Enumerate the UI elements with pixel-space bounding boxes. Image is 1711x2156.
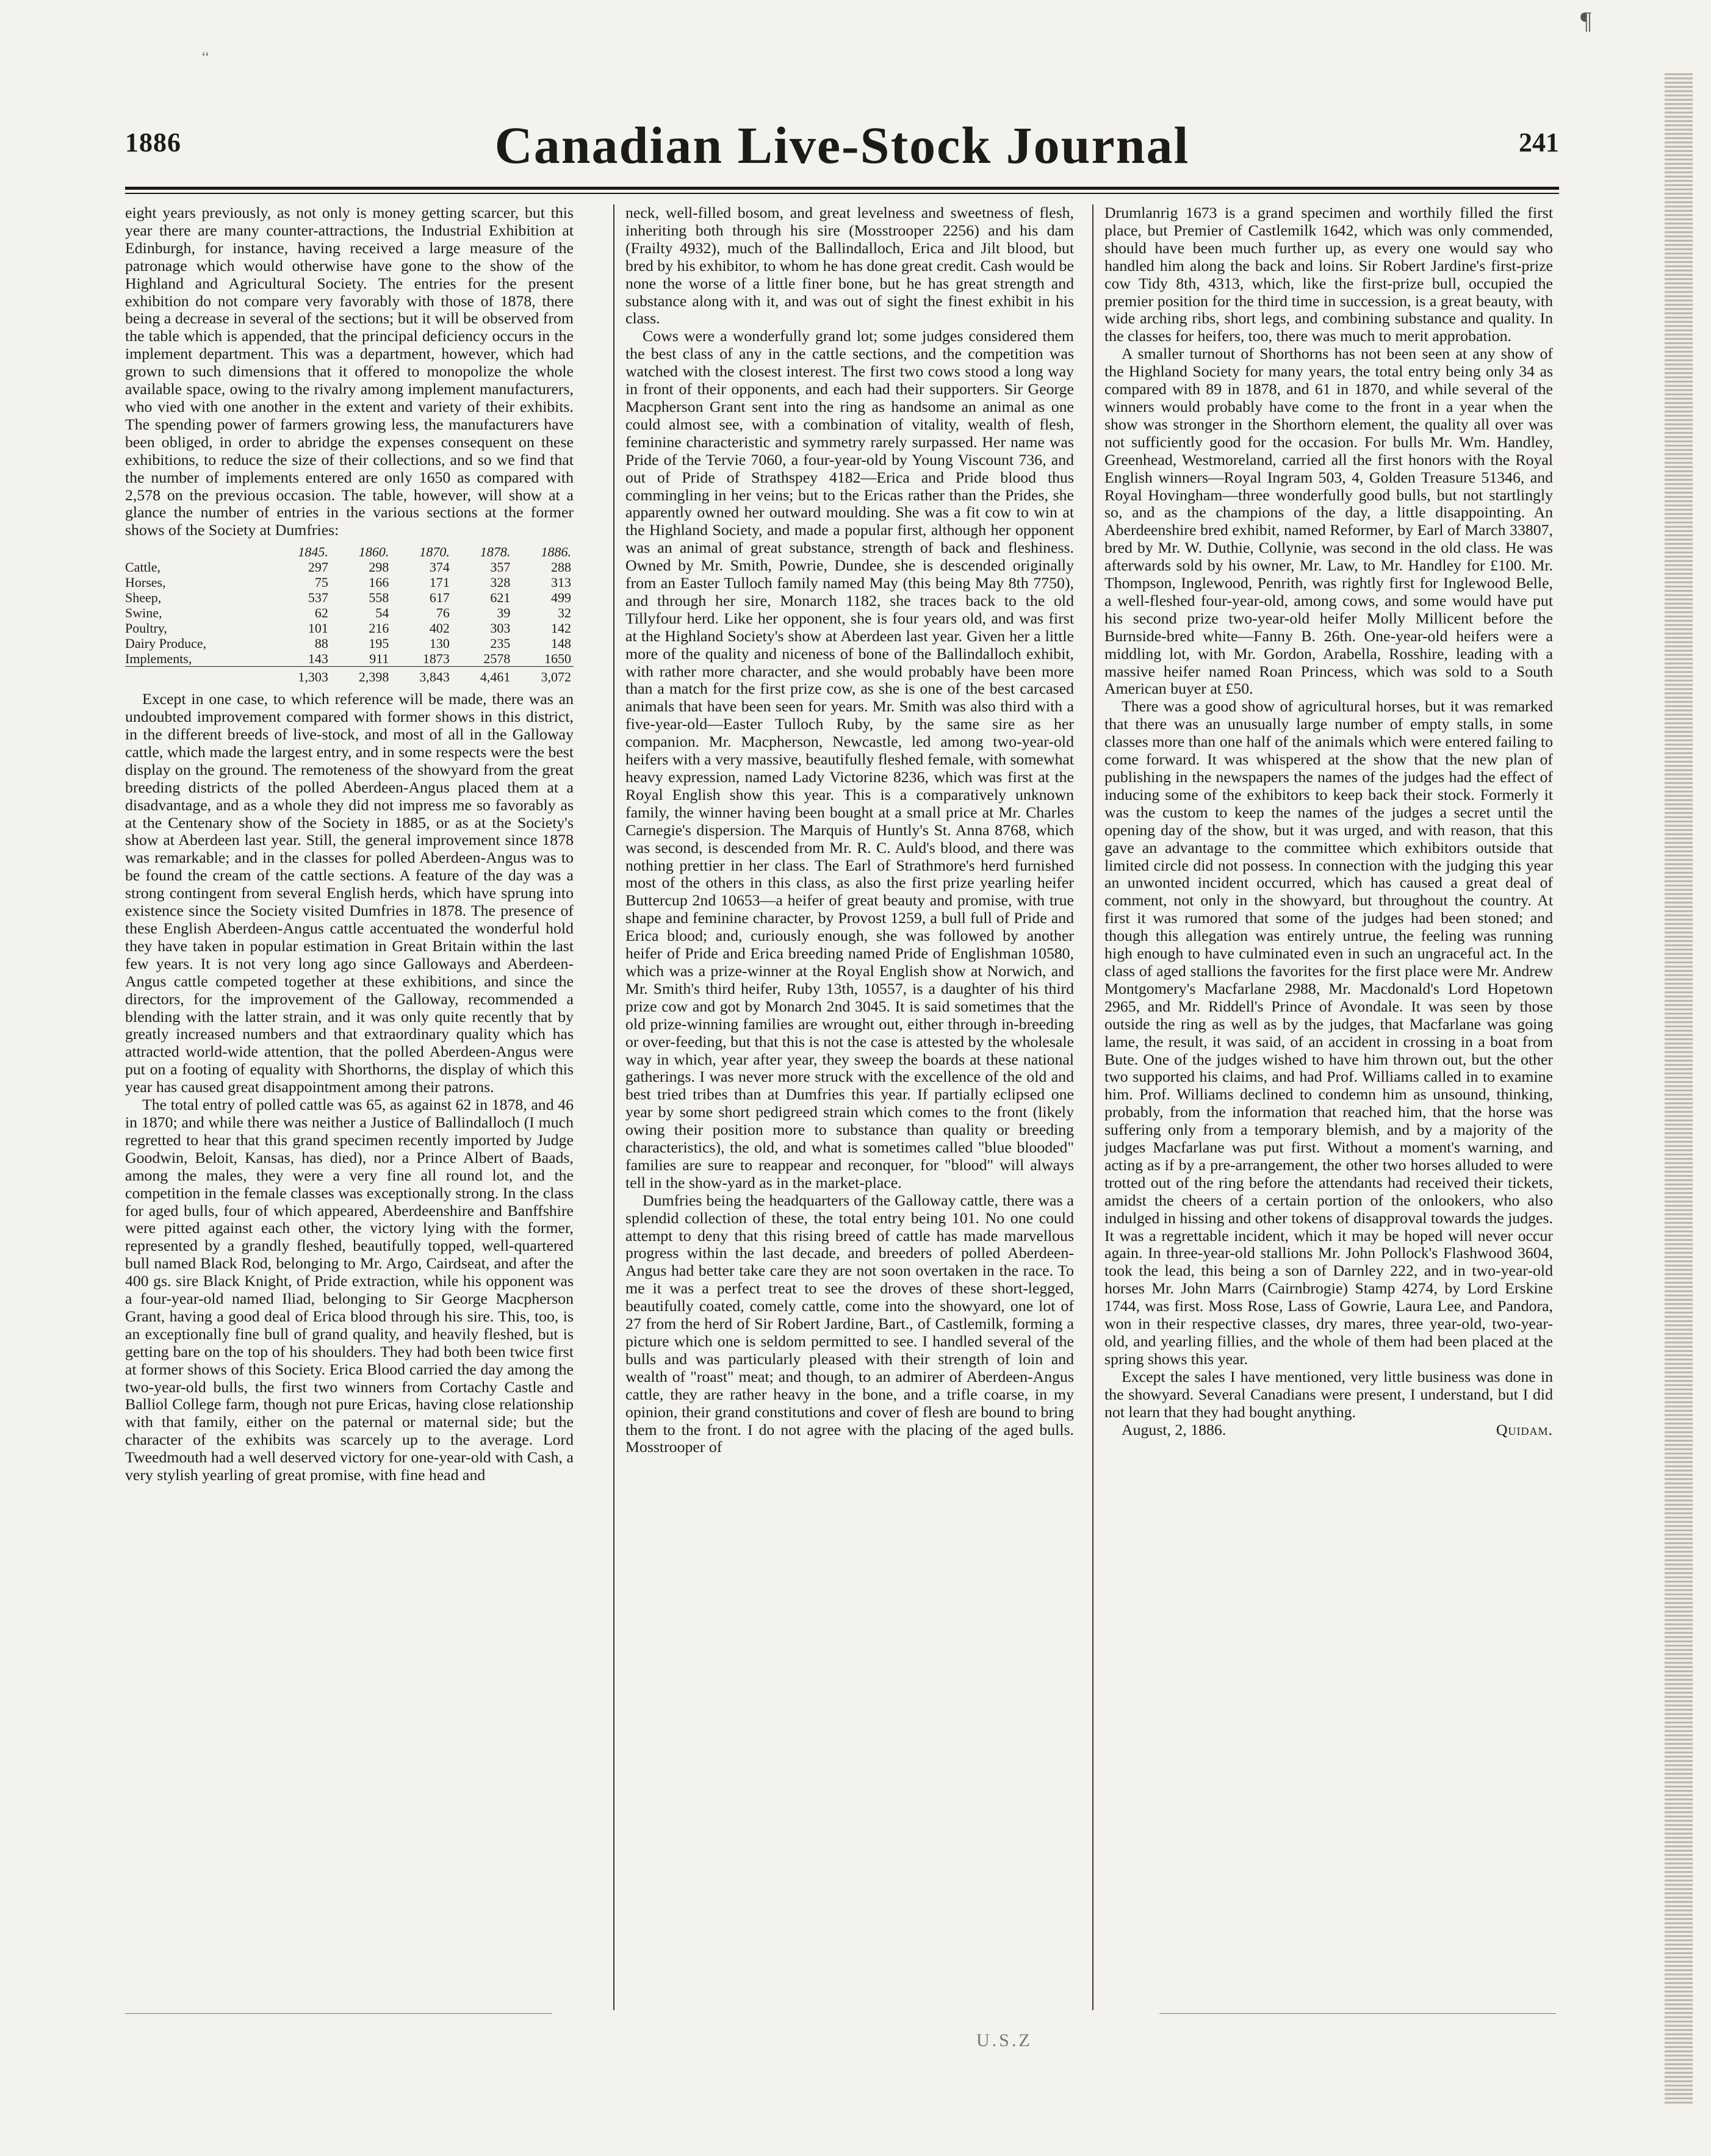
table-cell: 328: [490, 575, 511, 591]
col3-paragraph-2: A smaller turnout of Shorthorns has not been seen at any show of the Highland Society for many years, the total entry being only 34 as compared with 89 in 1878, and 61 in 1870, and while several of the winners would probably have come to the front in a year when the show was stronger in the Shorthorn element, the quality all over was not sufficiently good for the occasion. For bulls Mr. Wm. Handley, Greenhead, Westmoreland, carried all the first honors with the Royal English winners—Royal Ingram 503, 4, Golden Treasure 51346, and Royal Hovingham—three wonderfully good bulls, but not startlingly so, and as the champions of the day, a little disappointing. An Aberdeenshire bred exhibit, named Reformer, by Earl of March 33807, bred by Mr. W. Duthie, Collynie, was second in the old class. He was afterwards sold by his owner, Mr. Law, to Mr. Handley for £100. Mr. Thompson, Inglewood, Penrith, was rightly first for Inglewood Belle, a well-fleshed four-year-old, among cows, and some would have put his second prize two-year-old heifer Molly Millicent before the Burnside-bred white—Fanny B. 26th. One-year-old heifers were a middling lot, with Mr. Gordon, Arabella, Rosshire, leading with a massive heifer named Roan Princess, which was sold to a South American buyer at £50.: [1104, 345, 1553, 698]
table-cell: 298: [369, 559, 389, 575]
table-cell: 1,303: [270, 667, 331, 685]
table-cell: 288: [551, 559, 571, 575]
table-cell: 297: [308, 559, 328, 575]
table-cell: 142: [551, 620, 571, 636]
table-cell: 537: [308, 590, 328, 606]
col2-paragraph-2: Cows were a wonderfully grand lot; some judges considered them the best class of any in the cattle sections, and the competition was watched with the closest interest. The first two cows stood a long way in front of their opponents, and each had their supporters. Sir George Macpherson Grant sent into the ring as handsome an animal as one could almost see, with a combination of vitality, wealth of flesh, feminine characteristic and symmetry rarely surpassed. Her name was Pride of the Tervie 7060, a four-year-old by Young Viscount 736, and out of Pride of Strathspey 4182—Erica and Pride blood thus commingling in her veins; but to the Ericas rather than the Prides, she apparently owned her outward moulding. She was a fit cow to win at the Highland Society, and made a popular first, although her opponent was an animal of great substance, strength of back and fleshiness. Owned by Mr. Smith, Powrie, Dundee, she is descended originally from an Easter Tulloch family named May (this being May 8th 7750), and through her sire, Monarch 1182, she traces back to the old Tillyfour herd. Like her opponent, she is four years old, and was first at the Highland Society's show at Aberdeen last year. Given her a little more of the quality and niceness of bone of the Ballindalloch exhibit, with rather more character, and she would probably have been more than a match for the first prize cow, as she is one of the best carcased animals that have been seen for years. Mr. Smith was also third with a five-year-old—Easter Tulloch Ruby, by the same sire as her companion. Mr. Macpherson, Newcastle, led among two-year-old heifers with a very massive, beautifully fleshed female, with somewhat heavy expression, named Lady Victorine 8236, which was first at the Royal English show this year. This is a comparatively unknown family, the winner having been bought at a small price at Mr. Charles Carnegie's dispersion. The Marquis of Huntly's St. Anna 8768, which was second, is descended from Mr. R. C. Auld's blood, and there was nothing prettier in her class. The Earl of Strathmore's herd furnished most of the others in this class, as also the first prize yearling heifer Buttercup 2nd 10653—a heifer of great beauty and promise, with true shape and feminine character, by Provost 1259, a bull full of Pride and Erica blood; and, curiously enough, she was followed by another heifer of Pride and Erica breeding named Pride of Englishman 10580, which was a prize-winner at the Royal English show at Norwich, and Mr. Smith's third heifer, Ruby 13th, 10557, is a daughter of his third prize cow and got by Monarch 2nd 3045. It is said sometimes that the old prize-winning families are wrought out, either through in-breeding or over-feeding, but that this is not the case is attested by the wholesale way in which, year after year, they sweep the boards at these national gatherings. I was never more struck with the excellence of the old and best tried tribes than at Dumfries this year. If partially eclipsed one year by some short pedigreed strain which comes to the front (likely owing their position more to substance than quality or breeding characteristics), the old, and what is sometimes called "blue blooded" families are sure to reappear and reconquer, for "blood" will always tell in the show-yard as in the market-place.: [625, 327, 1074, 1191]
table-cell: 499: [551, 590, 571, 606]
page-number: 241: [1519, 128, 1559, 157]
table-cell: 3,843: [391, 667, 452, 685]
table-header-cell: 1878.: [480, 544, 511, 560]
table-header-cell: 1845.: [298, 544, 328, 560]
table-cell: 216: [369, 620, 389, 636]
table-cell: 617: [429, 590, 450, 606]
table-cell: 357: [490, 559, 511, 575]
col2-paragraph-1: neck, well-filled bosom, and great levelness and sweetness of flesh, inheriting both through his sire (Mosstrooper 2256) and his dam (Frailty 4932), much of the Ballindalloch, Erica and Jilt blood, but bred by his exhibitor, to whom he has done great credit. Cash would be none the worse of a little finer bone, but he has great strength and substance along with it, and was out of sight the finest exhibit in his class.: [625, 204, 1074, 328]
col3-paragraph-4: Except the sales I have mentioned, very little business was done in the showyard. Several Canadians were present, I understand, but I did not learn that they had bought anything.: [1104, 1367, 1553, 1421]
table-cell: 130: [429, 636, 450, 652]
table-cell: 1650: [544, 651, 571, 667]
corner-mark-left: ‘‘: [201, 49, 210, 64]
column-3: [1104, 204, 1553, 1439]
table-row: [125, 559, 574, 575]
header-rule-thin: [125, 193, 1559, 194]
table-cell: 148: [551, 636, 571, 652]
table-cell: Poultry,: [125, 620, 167, 636]
table-cell: Implements,: [125, 651, 192, 667]
table-cell: 88: [314, 636, 328, 652]
table-cell: 621: [490, 590, 511, 606]
scan-edge-strip: [1665, 73, 1693, 2105]
table-row: [125, 636, 574, 651]
entries-table-header: [125, 544, 574, 559]
table-cell: 75: [314, 575, 328, 591]
author-signature: Quidam.: [1496, 1420, 1553, 1439]
dateline: August, 2, 1886.: [1122, 1420, 1227, 1439]
table-cell: 402: [429, 620, 450, 636]
table-row: [125, 590, 574, 605]
table-cell: 2578: [483, 651, 511, 667]
issue-year: 1886: [125, 128, 181, 157]
table-cell: 171: [429, 575, 450, 591]
table-cell: Cattle,: [125, 559, 161, 575]
table-cell: 374: [429, 559, 450, 575]
footer-mark: U.S.Z: [976, 2030, 1032, 2050]
table-cell: 32: [558, 605, 571, 621]
table-cell: 166: [369, 575, 389, 591]
col3-paragraph-3: There was a good show of agricultural horses, but it was remarked that there was an unusually large number of empty stalls, in some classes more than one half of the animals which were entered failing to come forward. It was whispered at the show that the new plan of publishing in the newspapers the names of the judges had the effect of inducing some of the exhibitors to keep back their stock. Formerly it was the custom to keep the names of the judges a secret until the opening day of the show, but it was urged, and with reason, that this gave an advantage to the committee which exhibitors outside that limited circle did not possess. In connection with the judging this year an unwonted incident occurred, which has caused a great deal of comment, not only in the showyard, but throughout the country. At first it was rumored that some of the judges had been stoned; and though this allegation was entirely untrue, the feeling was running high enough to have culminated even in such an ungraceful act. In the class of aged stallions the favorites for the first place were Mr. Andrew Montgomery's Macfarlane 2988, Mr. Macdonald's Lord Hopetown 2965, and Mr. Riddell's Prince of Avondale. It was seen by those outside the ring as well as by the judges, that Macfarlane was going lame, the result, it was said, of an accident in crossing in a boat from Bute. One of the judges wished to have him thrown out, but the other two supported his claims, and had Prof. Williams called in to examine him. Prof. Williams declined to condemn him as unsound, thinking, probably, from the information that reached him, that the horse was suffering only from a temporary blemish, and by a majority of the judges Macfarlane was put first. Without a moment's warning, and acting as if by a pre-arrangement, the other two horses alluded to were trotted out of the ring before the attendants had received their tickets, amidst the cheers of a certain portion of the onlookers, who also indulged in hissing and other tokens of disapproval towards the judges. It was a regrettable incident, which it may be hoped will never occur again. In three-year-old stallions Mr. John Pollock's Flashwood 3604, took the lead, this being a son of Darnley 222, and in two-year-old horses Mr. John Marrs (Cairnbrogie) Stamp 4274, by Lord Erskine 1744, was first. Moss Rose, Lass of Gowrie, Laura Lee, and Pandora, won in their respective classes, dry mares, three year-old, two-year-old, and yearling fillies, and the whole of them had been placed at the spring shows this year.: [1104, 697, 1553, 1368]
table-cell: 62: [314, 605, 328, 621]
column-1: [125, 204, 574, 1484]
table-row: [125, 651, 574, 667]
table-cell: 195: [369, 636, 389, 652]
table-cell: 3,072: [513, 667, 574, 685]
table-cell: Sheep,: [125, 590, 162, 606]
table-cell: 235: [490, 636, 511, 652]
table-header-cell: [125, 544, 270, 559]
table-header-cell: 1860.: [358, 544, 389, 560]
table-cell: 4,461: [452, 667, 513, 685]
col2-paragraph-3: Dumfries being the headquarters of the Galloway cattle, there was a splendid collection of these, the total entry being 101. No one could attempt to deny that this rising breed of cattle has made marvellous progress within the last decade, and breeders of polled Aberdeen-Angus had better take care they are not soon overtaken in the race. To me it was a perfect treat to see the droves of these short-legged, beautifully coated, comely cattle, come into the showyard, one lot of 27 from the herd of Sir Robert Jardine, Bart., of Castlemilk, forming a picture which one is seldom permitted to see. I handled several of the bulls and was particularly pleased with their strength of loin and wealth of "roast" meat; and though, to an admirer of Aberdeen-Angus cattle, they are rather heavy in the bone, and a trifle coarse, in my opinion, their grand constitutions and cover of flesh are bound to bring them to the front. I do not agree with the placing of the aged bulls. Mosstrooper of: [625, 1191, 1074, 1456]
table-cell: 76: [436, 605, 450, 621]
table-cell: 143: [308, 651, 328, 667]
table-row: [125, 620, 574, 636]
table-cell: Dairy Produce,: [125, 636, 207, 652]
corner-mark-right: ¶: [1580, 7, 1592, 34]
journal-title: Canadian Live-Stock Journal: [494, 116, 1190, 174]
table-cell: 1873: [422, 651, 450, 667]
page-header: [125, 115, 1559, 182]
header-rule-thick: [125, 187, 1559, 190]
table-cell: 303: [490, 620, 511, 636]
table-cell: [125, 667, 270, 685]
table-row: [125, 605, 574, 620]
entries-table: [125, 544, 574, 685]
table-header-cell: 1886.: [541, 544, 571, 560]
signature-line: [1104, 1421, 1553, 1439]
table-cell: 54: [375, 605, 389, 621]
col3-paragraph-1: Drumlanrig 1673 is a grand specimen and worthily filled the first place, but Premier of Castlemilk 1642, which was only commended, should have been much further up, as every one would say who handled him along the back and loins. Sir Robert Jardine's first-prize cow Tidy 8th, 4313, which, like the first-prize bull, occupied the premier position for the third time in succession, is a great beauty, with wide arching ribs, short legs, and combining substance and quality. In the classes for heifers, too, there was much to merit approbation.: [1104, 204, 1553, 345]
col1-paragraph-3: The total entry of polled cattle was 65, as against 62 in 1878, and 46 in 1870; and while there was neither a Justice of Ballindalloch (I much regretted to hear that this grand specimen recently imported by Judge Goodwin, Beloit, Kansas, has died), nor a Prince Albert of Baads, among the males, they were a very fine all round lot, and the competition in the female classes was exceptionally strong. In the class for aged bulls, four of which appeared, Aberdeenshire and Banffshire were pitted against each other, the victory lying with the former, represented by a grandly fleshed, beautifully topped, well-quartered bull named Black Rod, belonging to Mr. Argo, Cairdseat, and after the 400 gs. sire Black Knight, of Pride extraction, while his opponent was a four-year-old named Iliad, belonging to Sir George Macpherson Grant, having a good deal of Erica blood through his sire. This, too, is an exceptionally fine bull of grand quality, and heavily fleshed, but is getting bare on the top of his shoulders. They had both been twice first at former shows of this Society. Erica Blood carried the day among the two-year-old bulls, the first two winners from Cortachy Castle and Balliol College farm, though not pure Ericas, having close relationship with that family, either on the paternal or maternal side; but the character of the exhibits was scarcely up to the average. Lord Tweedmouth had a well deserved victory for one-year-old with Cash, a very stylish yearling of great promise, with fine head and: [125, 1096, 574, 1484]
table-row: [125, 575, 574, 590]
table-total-row: [125, 667, 574, 685]
table-cell: 911: [369, 651, 389, 667]
table-cell: 2,398: [331, 667, 392, 685]
column-divider: [613, 204, 614, 2010]
table-cell: Swine,: [125, 605, 162, 621]
table-cell: Horses,: [125, 575, 166, 591]
footer-rule: [125, 2013, 552, 2014]
column-divider: [1092, 204, 1093, 2010]
col1-paragraph-2: Except in one case, to which reference will be made, there was an undoubted improvement compared with former shows in this district, in the different breeds of live-stock, and most of all in the Galloway cattle, which made the largest entry, and in some respects were the best display on the ground. The remoteness of the showyard from the great breeding districts of the polled Aberdeen-Angus placed them at a disadvantage, and as a whole they did not impress me so favorably as at the Centenary show of the Society in 1885, or as at the Society's show at Aberdeen last year. Still, the general improvement since 1878 was remarkable; and in the classes for polled Aberdeen-Angus was to be found the cream of the cattle sections. A feature of the day was a strong contingent from several English herds, which have sprung into existence since the Society visited Dumfries in 1878. The presence of these English Aberdeen-Angus cattle accentuated the wonderful hold they have taken in popular estimation in Great Britain within the last few years. It is not very long ago since Galloways and Aberdeen-Angus cattle competed together at these exhibitions, and since the directors, for the improvement of the Galloway, recommended a blending with the latter strain, and it was only quite recently that by greatly increased numbers and that extraordinary quality which has attracted world-wide attention, that the polled Aberdeen-Angus were put on a footing of equality with Shorthorns, the display of which this year has caused great disappointment among their patrons.: [125, 690, 574, 1096]
table-header-cell: 1870.: [419, 544, 450, 560]
table-cell: 313: [551, 575, 571, 591]
table-cell: 39: [497, 605, 511, 621]
col1-paragraph-1: eight years previously, as not only is money getting scarcer, but this year there are many counter-attractions, the Industrial Exhibition at Edinburgh, for instance, having received a large measure of the patronage which would otherwise have gone to the show of the Highland and Agricultural Society. The entries for the present exhibition do not compare very favorably with those of 1878, there being a decrease in several of the sections; but it will be observed from the table which is appended, that the principal deficiency occurs in the implement department. This was a department, however, which had grown to such dimensions that it offered to monopolize the whole available space, owing to the rivalry among implement manufacturers, who vied with one another in the extent and variety of their exhibits. The spending power of farmers growing less, the manufacturers have been obliged, in order to abridge the expenses consequent on these exhibitions, to reduce the size of their collections, and so we find that the number of implements entered are only 1650 as compared with 2,578 on the previous occasion. The table, however, will show at a glance the number of entries in the various sections at the former shows of the Society at Dumfries:: [125, 204, 574, 539]
column-2: [625, 204, 1074, 1456]
table-cell: 558: [369, 590, 389, 606]
table-cell: 101: [308, 620, 328, 636]
footer-rule: [1159, 2013, 1556, 2014]
